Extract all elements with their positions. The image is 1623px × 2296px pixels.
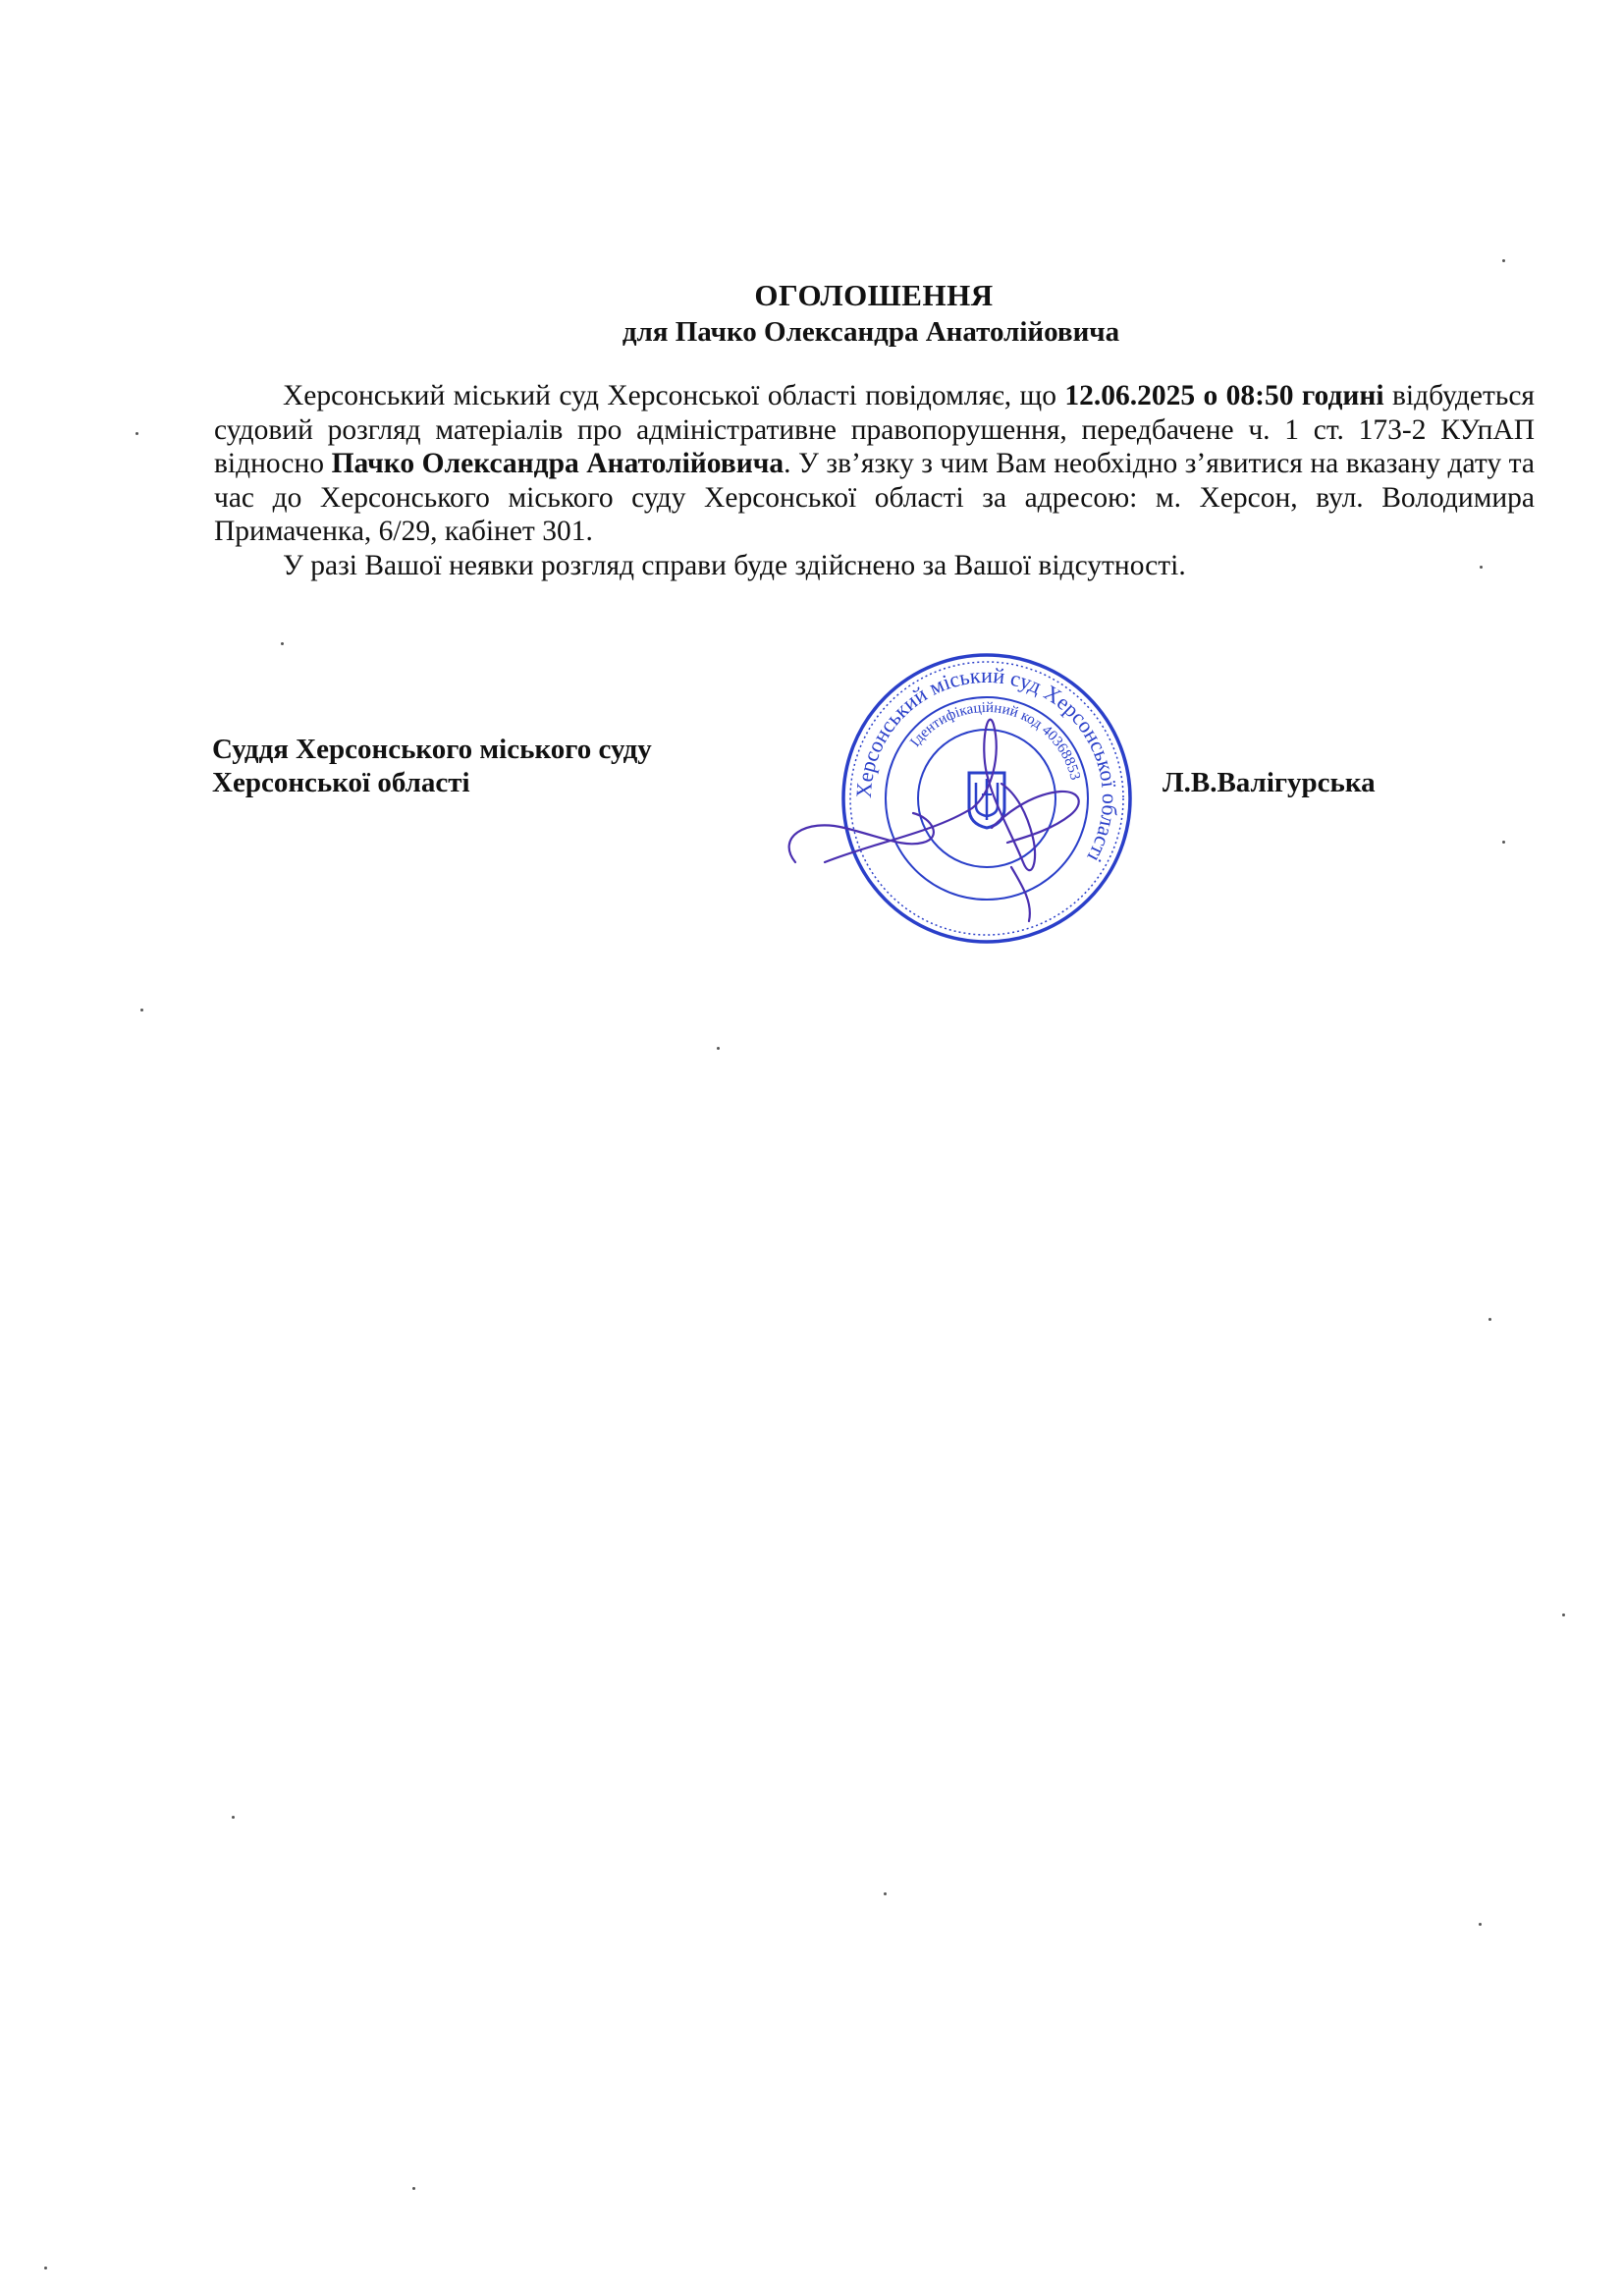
document-subtitle: для Пачко Олександра Анатолійовича [622, 316, 1120, 348]
signatory-position-line2: Херсонської області [212, 767, 470, 798]
seal-outer-text: Херсонський міський суд Херсонської області [850, 662, 1123, 867]
scan-speck [412, 2187, 415, 2190]
scan-speck [884, 1892, 887, 1895]
scan-speck [232, 1816, 235, 1819]
scan-speck [1480, 566, 1483, 569]
court-seal-stamp [766, 636, 1139, 960]
document-body [214, 379, 1535, 582]
scan-speck [1488, 1318, 1491, 1321]
scan-speck [1502, 841, 1505, 844]
scan-speck [1502, 259, 1505, 262]
scan-speck [44, 2267, 47, 2269]
scan-speck [1562, 1613, 1565, 1616]
notice-text-part1: Херсонський міський суд Херсонської області повідомляє, що [283, 380, 1065, 411]
hearing-datetime: 12.06.2025 о 08:50 годині [1064, 380, 1384, 411]
signatory-position-line1: Суддя Херсонського міського суду [212, 734, 652, 765]
scan-speck [140, 1009, 143, 1011]
signatory-name: Л.В.Валігурська [1163, 767, 1376, 798]
scan-speck [1479, 1923, 1482, 1926]
notice-paragraph [214, 379, 1535, 549]
notice-text-part2: відбудеться судовий розгляд матеріалів про адміністративне правопорушення, передбачене ч. 1 ст. 173-2 КУпАП відносно [214, 380, 1535, 479]
notice-text-part3: . У зв’язку з чим Вам необхідно з’явитися на вказану дату та час до Херсонського міського суду Херсонської області за адресою: м. Херсон, вул. Володимира Примаченка, 6/29, кабінет 301. [214, 448, 1535, 547]
scan-speck [717, 1047, 720, 1050]
scan-speck [135, 432, 138, 435]
document-title: ОГОЛОШЕННЯ [754, 278, 994, 312]
scan-speck [281, 642, 284, 645]
signatory-position [212, 733, 652, 799]
absence-paragraph: У разі Вашої неявки розгляд справи буде здійснено за Вашої відсутності. [283, 549, 1186, 581]
person-name: Пачко Олександра Анатолійовича [331, 448, 784, 479]
seal-inner-text: Ідентифікаційний код 40368853 [907, 699, 1083, 783]
